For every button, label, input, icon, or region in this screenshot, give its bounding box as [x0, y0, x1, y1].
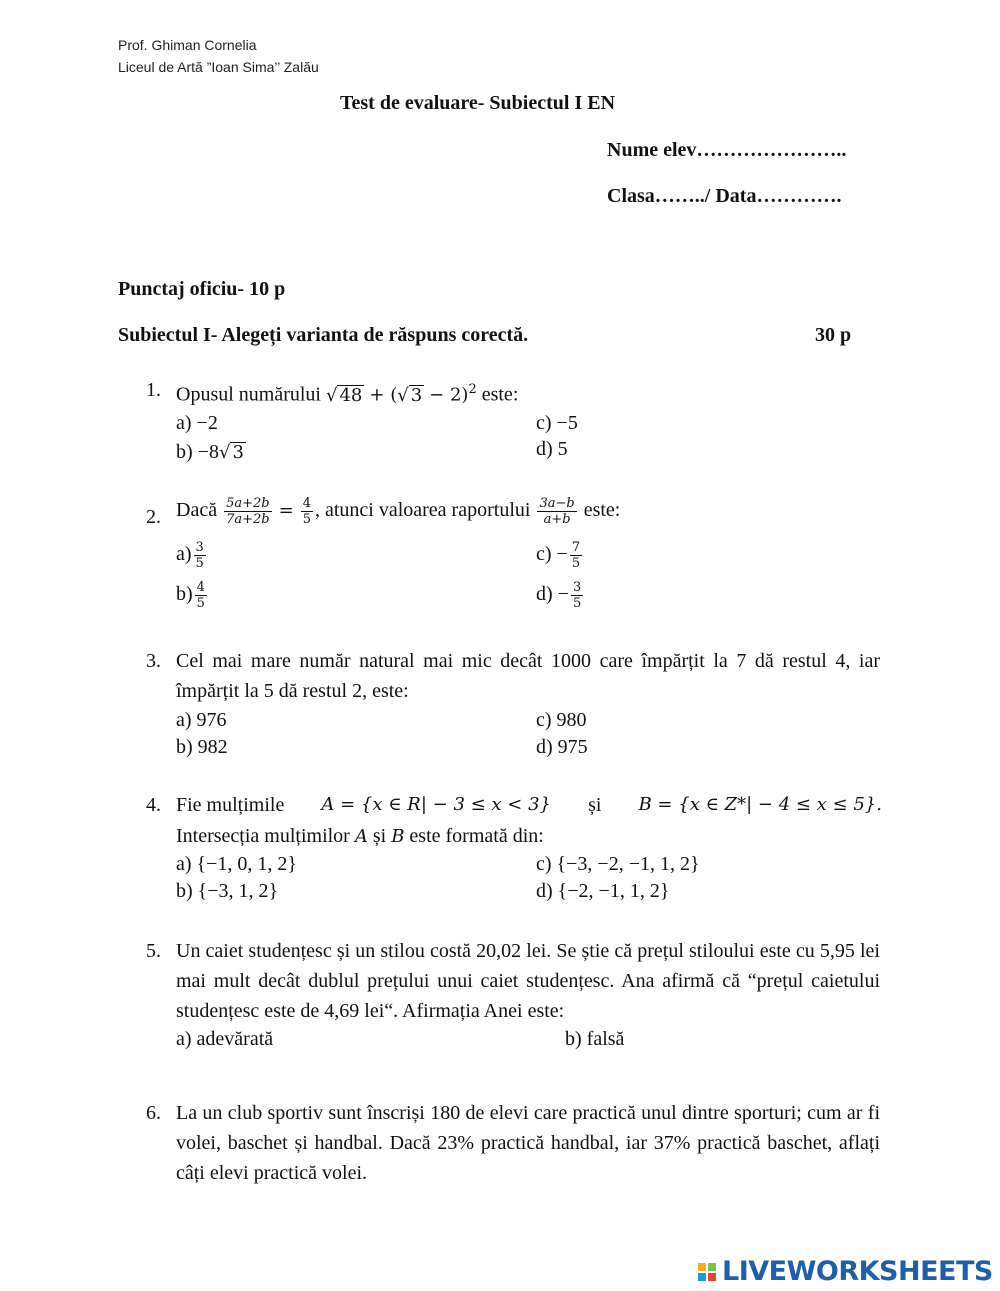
- class-date-line: Clasa……../ Data………….: [607, 185, 842, 207]
- question-number: 6.: [146, 1102, 161, 1124]
- option-d[interactable]: d) − $\frac{3}{5}$: [536, 580, 582, 611]
- oficiu-points: Punctaj oficiu- 10 p: [118, 278, 286, 300]
- liveworksheets-logo[interactable]: [698, 1256, 993, 1287]
- student-name-line: Nume elev…………………..: [607, 139, 847, 161]
- option-c[interactable]: c) 980: [536, 709, 587, 731]
- logo-mark-icon: [698, 1263, 716, 1281]
- option-a[interactable]: a) −2: [176, 412, 218, 434]
- option-c[interactable]: c) {−3, −2, −1, 1, 2}: [536, 853, 700, 875]
- question-number: 4.: [146, 794, 161, 816]
- logo-text: LIVEWORKSHEETS: [722, 1256, 993, 1287]
- test-title: Test de evaluare- Subiectul I EN: [340, 92, 616, 114]
- author-name: Prof. Ghiman Cornelia: [118, 37, 257, 53]
- question-number: 1.: [146, 379, 161, 401]
- question-4-line-2: Intersecția mulțimilor A și B este formată din:: [176, 825, 544, 847]
- option-a[interactable]: a) {−1, 0, 1, 2}: [176, 853, 298, 875]
- option-c[interactable]: c) − $\frac{7}{5}$: [536, 540, 581, 571]
- question-4-line-1: Fie mulțimile A = {x ∈ R| − 3 ≤ x < 3} și B = {x ∈ Z*| − 4 ≤ x ≤ 5}.: [176, 794, 882, 816]
- question-number: 5.: [146, 940, 161, 962]
- option-b[interactable]: b) $\frac{4}{5}$: [176, 580, 205, 611]
- option-c[interactable]: c) −5: [536, 412, 578, 434]
- option-b[interactable]: b) 982: [176, 736, 228, 758]
- question-number: 3.: [146, 650, 161, 672]
- question-2-text: Dacă $\frac{5a+2b}{7a+2b}$ = $\frac{4}{5}$ , atunci valoarea raportului $\frac{3a-b}{a+b}$ este:: [176, 495, 621, 527]
- option-d[interactable]: d) 975: [536, 736, 588, 758]
- option-b[interactable]: b) {−3, 1, 2}: [176, 880, 279, 902]
- option-a[interactable]: a) $\frac{3}{5}$: [176, 540, 204, 571]
- question-1-text: Opusul numărului √ 48 + (√ 3 − 2)$^2$ este:: [176, 382, 519, 406]
- subject-points: 30 p: [815, 324, 852, 346]
- option-b[interactable]: b) falsă: [565, 1028, 625, 1050]
- option-d[interactable]: d) {−2, −1, 1, 2}: [536, 880, 670, 902]
- question-6-text: La un club sportiv sunt înscriși 180 de elevi care practică unul dintre sporturi; cum ar fi volei, baschet și handbal. Dacă 23% practică handbal, iar 37% practică baschet, aflați câți elevi practică volei.: [176, 1102, 880, 1184]
- subject-instruction: Subiectul I- Alegeți varianta de răspuns corectă.: [118, 324, 529, 346]
- school-name: Liceul de Artă ”Ioan Sima’’ Zalău: [118, 59, 319, 75]
- question-3-text: Cel mai mare număr natural mai mic decât 1000 care împărțit la 7 dă restul 4, iar împărțit la 5 dă restul 2, este:: [176, 650, 880, 702]
- option-d[interactable]: d) 5: [536, 438, 568, 460]
- question-number: 2.: [146, 506, 161, 528]
- option-b[interactable]: b) −8√ 3: [176, 441, 244, 463]
- question-5-text: Un caiet studențesc și un stilou costă 20,02 lei. Se știe că prețul stiloului este cu 5,95 lei mai mult decât dublul prețului unui caiet studențesc. Ana afirmă că “prețul caietului studențesc este de 4,69 lei“. Afirmația Anei este:: [176, 940, 880, 1022]
- option-a[interactable]: a) adevărată: [176, 1028, 274, 1050]
- option-a[interactable]: a) 976: [176, 709, 227, 731]
